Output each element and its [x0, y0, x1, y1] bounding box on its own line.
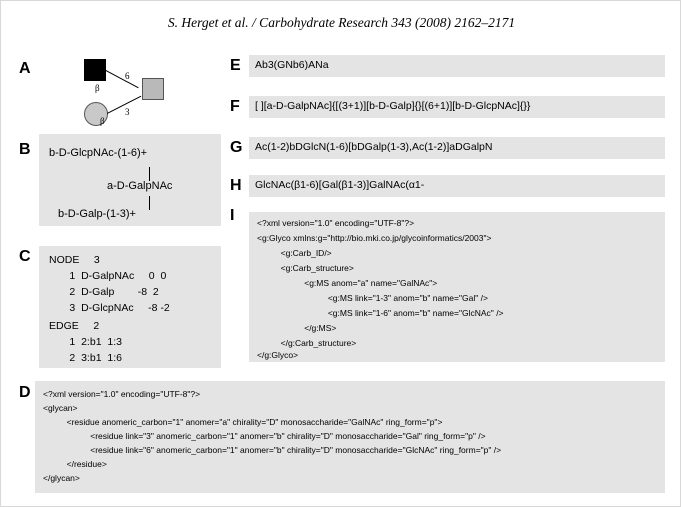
panel-i-line-2: <g:Glyco xmlns:g="http://bio.mki.co.jp/glycoinformatics/2003">	[257, 233, 492, 243]
panel-d-line-7: </glycan>	[43, 473, 80, 483]
panel-letter-c: C	[19, 248, 31, 265]
panel-c-box	[39, 246, 221, 368]
bond-label-beta-upper: β	[95, 83, 100, 93]
panel-letter-h: H	[230, 177, 242, 194]
panel-i-line-10: </g:Glyco>	[257, 350, 299, 360]
panel-h-text: GlcNAc(β1-6)[Gal(β1-3)]GalNAc(α1-	[255, 179, 425, 191]
panel-d-line-2: <glycan>	[43, 403, 78, 413]
panel-c-line-4: 3 D-GlcpNAc -8 -2	[49, 302, 170, 314]
panel-b-connector-upper	[149, 167, 150, 181]
panel-letter-f: F	[230, 98, 240, 115]
bond-label-3: 3	[125, 107, 130, 117]
black-square-residue-icon	[84, 59, 106, 81]
panel-c-line-3: 2 D-Galp -8 2	[49, 286, 159, 298]
panel-c-line-2: 1 D-GalpNAc 0 0	[49, 270, 167, 282]
bond-line-upper	[106, 70, 139, 88]
panel-g-box	[249, 137, 665, 159]
panel-e-text: Ab3(GNb6)ANa	[255, 59, 329, 71]
panel-i-line-1: <?xml version="1.0" encoding="UTF-8"?>	[257, 218, 415, 228]
panel-b-connector-lower	[149, 196, 150, 210]
panel-g-text: Ac(1-2)bDGlcN(1-6)[bDGalp(1-3),Ac(1-2)]aDGalpN	[255, 141, 493, 153]
panel-letter-g: G	[230, 139, 243, 156]
panel-d-line-4: <residue link="3" anomeric_carbon="1" anomer="b" chirality="D" monosaccharide="Gal" ring_form="p" />	[43, 431, 486, 441]
panel-d-line-5: <residue link="6" anomeric_carbon="1" anomer="b" chirality="D" monosaccharide="GlcNAc" ring_form="p" />	[43, 445, 502, 455]
panel-b-line-5: b-D-Galp-(1-3)+	[58, 208, 136, 220]
panel-c-line-7: 2 3:b1 1:6	[49, 352, 122, 364]
panel-c-line-5: EDGE 2	[49, 320, 100, 332]
page-header: S. Herget et al. / Carbohydrate Research 343 (2008) 2162–2171	[167, 15, 516, 30]
panel-i-box	[249, 212, 665, 362]
panel-h-box	[249, 175, 665, 197]
panel-e-box	[249, 55, 665, 77]
panel-d-line-6: </residue>	[43, 459, 107, 469]
panel-d-line-1: <?xml version="1.0" encoding="UTF-8"?>	[43, 389, 201, 399]
panel-d-box	[35, 381, 665, 493]
panel-b-line-1: b-D-GlcpNAc-(1-6)+	[49, 147, 148, 159]
bond-label-6: 6	[125, 71, 130, 81]
panel-f-text: [ ][a-D-GalpNAc]{[(3+1)][b-D-Galp]{}[(6+1)][b-D-GlcpNAc]{}}	[255, 100, 531, 112]
panel-i-line-8: </g:MS>	[257, 323, 337, 333]
grey-square-residue-icon	[142, 78, 164, 100]
panel-c-line-1: NODE 3	[49, 254, 100, 266]
panel-i-line-3: <g:Carb_ID/>	[257, 248, 332, 258]
panel-b-line-3: a-D-GalpNAc	[107, 180, 173, 192]
panel-letter-b: B	[19, 141, 31, 158]
panel-letter-a: A	[19, 60, 31, 77]
panel-letter-d: D	[19, 384, 31, 401]
panel-i-line-9: </g:Carb_structure>	[257, 338, 357, 348]
panel-i-line-4: <g:Carb_structure>	[257, 263, 354, 273]
panel-f-box	[249, 96, 665, 118]
panel-i-line-5: <g:MS anom="a" name="GalNAc">	[257, 278, 438, 288]
panel-c-line-6: 1 2:b1 1:3	[49, 336, 122, 348]
panel-i-line-6: <g:MS link="1-3" anom="b" name="Gal" />	[257, 293, 488, 303]
panel-letter-e: E	[230, 57, 241, 74]
panel-letter-i: I	[230, 207, 235, 224]
panel-i-line-7: <g:MS link="1-6" anom="b" name="GlcNAc" />	[257, 308, 504, 318]
bond-label-beta-lower: β	[100, 116, 105, 126]
panel-d-line-3: <residue anomeric_carbon="1" anomer="a" chirality="D" monosaccharide="GalNAc" ring_form="p">	[43, 417, 443, 427]
panel-b-box	[39, 134, 221, 226]
